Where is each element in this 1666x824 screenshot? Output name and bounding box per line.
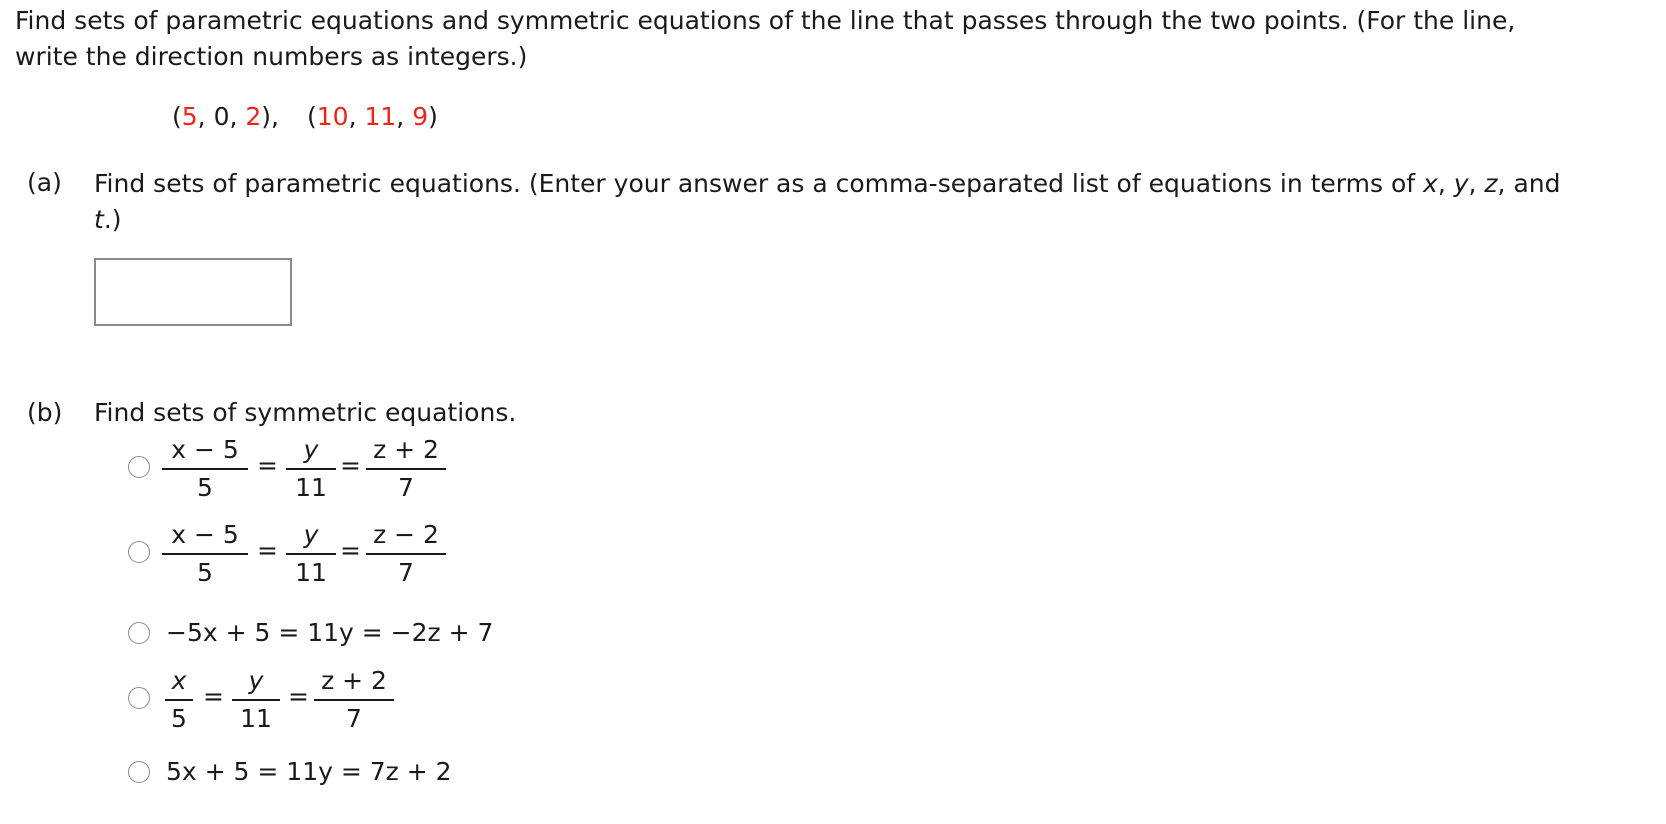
option-1-radio[interactable] bbox=[128, 456, 150, 478]
point-2-z: 9 bbox=[412, 102, 429, 131]
part-b-instructions: Find sets of symmetric equations. bbox=[94, 398, 517, 427]
intro-line-2: write the direction numbers as integers.) bbox=[15, 42, 528, 71]
point-2-x: 10 bbox=[316, 102, 349, 131]
option-4-radio[interactable] bbox=[128, 687, 150, 709]
option-5-equation: 5x + 5 = 11y = 7z + 2 bbox=[166, 757, 452, 786]
option-4-fraction-z: z + 2 7 bbox=[314, 665, 394, 735]
option-3-radio[interactable] bbox=[128, 622, 150, 644]
option-3-equation: −5x + 5 = 11y = −2z + 7 bbox=[166, 618, 494, 647]
point-1: (5, 0, 2), bbox=[172, 102, 279, 131]
point-2-y: 11 bbox=[364, 102, 397, 131]
option-1-fraction-y: y 11 bbox=[286, 434, 336, 504]
point-1-y: 0 bbox=[213, 102, 230, 131]
intro-line-1: Find sets of parametric equations and symmetric equations of the line that passes through the two points. (For the line, bbox=[15, 6, 1516, 35]
given-points bbox=[172, 102, 438, 131]
option-1-fraction-z: z + 2 7 bbox=[366, 434, 446, 504]
point-1-x: 5 bbox=[181, 102, 198, 131]
question-intro bbox=[15, 3, 1515, 75]
parametric-answer-input[interactable] bbox=[94, 258, 292, 326]
point-1-z: 2 bbox=[245, 102, 262, 131]
part-a-instructions: Find sets of parametric equations. (Enter your answer as a comma-separated list of equations in terms of x, y, z, and t.) bbox=[94, 169, 1561, 234]
option-4-fraction-y: y 11 bbox=[232, 665, 280, 735]
part-a-label: (a) bbox=[27, 168, 62, 197]
option-2-fraction-x: x − 5 5 bbox=[162, 519, 248, 589]
option-5-radio[interactable] bbox=[128, 761, 150, 783]
option-4-fraction-x: x 5 bbox=[165, 665, 193, 735]
option-2-fraction-z: z − 2 7 bbox=[366, 519, 446, 589]
option-2-radio[interactable] bbox=[128, 541, 150, 563]
point-2: (10, 11, 9) bbox=[307, 102, 438, 131]
part-b-label: (b) bbox=[27, 398, 63, 427]
option-2-fraction-y: y 11 bbox=[286, 519, 336, 589]
option-1-fraction-x: x − 5 5 bbox=[162, 434, 248, 504]
